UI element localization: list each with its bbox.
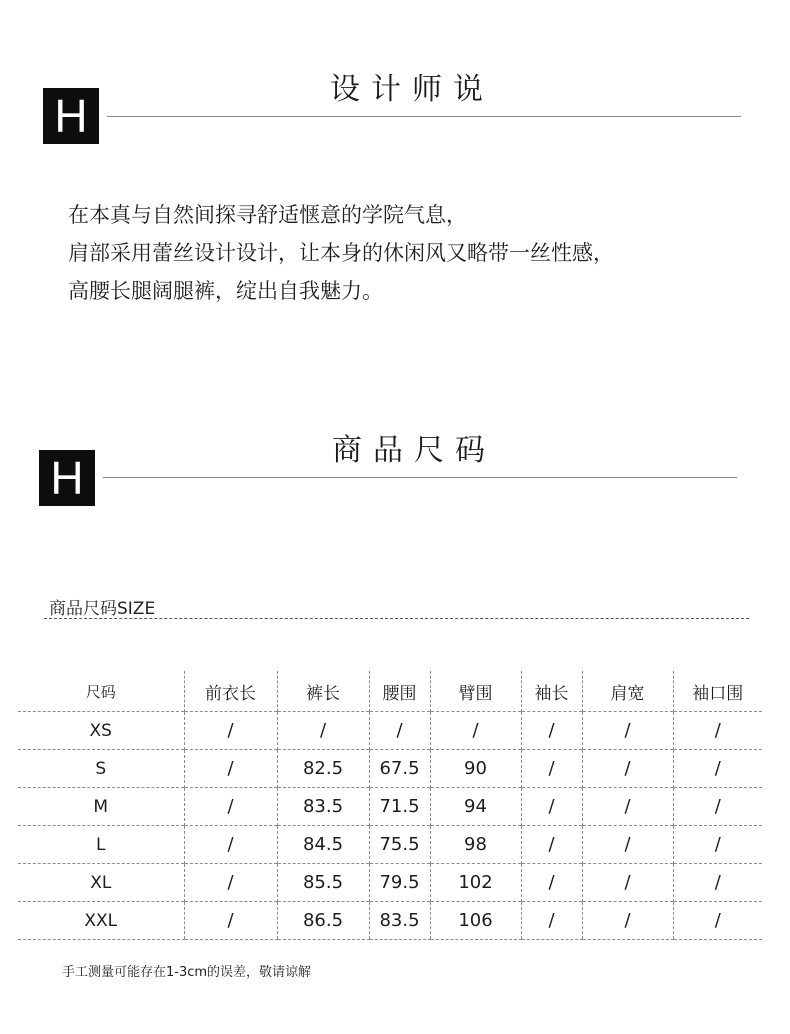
table-row — [18, 712, 762, 750]
table-cell: / — [673, 826, 762, 864]
size-cell: L — [18, 826, 184, 864]
table-cell: / — [582, 864, 673, 902]
header-pants-length: 裤长 — [277, 671, 369, 712]
table-cell: / — [521, 788, 582, 826]
header-sleeve-length: 袖长 — [521, 671, 582, 712]
table-cell: / — [184, 902, 277, 940]
designer-title-divider — [107, 116, 741, 117]
table-cell: / — [521, 712, 582, 750]
table-row — [18, 788, 762, 826]
table-row — [18, 826, 762, 864]
header-arm: 臂围 — [430, 671, 521, 712]
table-row — [18, 864, 762, 902]
description-line: 肩部采用蕾丝设计设计，让本身的休闲风又略带一丝性感， — [68, 241, 614, 265]
table-cell: 67.5 — [369, 750, 430, 788]
description-line: 高腰长腿阔腿裤，绽出自我魅力。 — [68, 279, 383, 303]
table-cell: 83.5 — [369, 902, 430, 940]
table-cell: / — [673, 902, 762, 940]
size-cell: S — [18, 750, 184, 788]
header-waist: 腰围 — [369, 671, 430, 712]
size-cell: XXL — [18, 902, 184, 940]
table-cell: / — [521, 826, 582, 864]
section-badge-size: H — [39, 450, 95, 506]
table-cell: / — [521, 750, 582, 788]
table-cell: / — [521, 864, 582, 902]
table-cell: 106 — [430, 902, 521, 940]
table-cell: 71.5 — [369, 788, 430, 826]
table-cell: / — [369, 712, 430, 750]
table-cell: 84.5 — [277, 826, 369, 864]
table-cell: / — [521, 902, 582, 940]
table-cell: / — [184, 788, 277, 826]
table-cell: / — [582, 712, 673, 750]
header-shoulder-width: 肩宽 — [582, 671, 673, 712]
table-cell: / — [673, 788, 762, 826]
designer-description — [68, 199, 614, 313]
size-title-divider — [103, 477, 737, 478]
size-cell: XL — [18, 864, 184, 902]
table-cell: 79.5 — [369, 864, 430, 902]
table-cell: 85.5 — [277, 864, 369, 902]
header-front-length: 前衣长 — [184, 671, 277, 712]
size-section-title: 商品尺码 — [332, 433, 496, 468]
table-cell: 98 — [430, 826, 521, 864]
table-header-row — [18, 671, 762, 712]
size-table-label: 商品尺码SIZE — [49, 599, 156, 619]
table-cell: 82.5 — [277, 750, 369, 788]
table-cell: 90 — [430, 750, 521, 788]
table-cell: / — [184, 864, 277, 902]
header-cuff: 袖口围 — [673, 671, 762, 712]
measurement-note: 手工测量可能存在1-3cm的误差，敬请谅解 — [62, 965, 312, 980]
size-table — [18, 671, 762, 940]
size-label-divider — [44, 618, 749, 619]
table-cell: 75.5 — [369, 826, 430, 864]
table-cell: / — [582, 826, 673, 864]
table-cell: / — [277, 712, 369, 750]
designer-section-title: 设计师说 — [330, 72, 494, 107]
size-cell: XS — [18, 712, 184, 750]
table-cell: / — [673, 712, 762, 750]
table-cell: / — [582, 788, 673, 826]
description-line: 在本真与自然间探寻舒适惬意的学院气息， — [68, 203, 467, 227]
table-cell: / — [430, 712, 521, 750]
table-cell: / — [184, 750, 277, 788]
header-size: 尺码 — [85, 682, 116, 701]
table-cell: / — [184, 826, 277, 864]
table-row — [18, 750, 762, 788]
table-cell: / — [582, 750, 673, 788]
table-cell: / — [673, 864, 762, 902]
table-cell: 102 — [430, 864, 521, 902]
table-cell: / — [582, 902, 673, 940]
table-cell: 83.5 — [277, 788, 369, 826]
table-cell: / — [184, 712, 277, 750]
table-cell: 94 — [430, 788, 521, 826]
table-row — [18, 902, 762, 940]
table-cell: / — [673, 750, 762, 788]
table-cell: 86.5 — [277, 902, 369, 940]
size-cell: M — [18, 788, 184, 826]
section-badge-designer: H — [43, 88, 99, 144]
